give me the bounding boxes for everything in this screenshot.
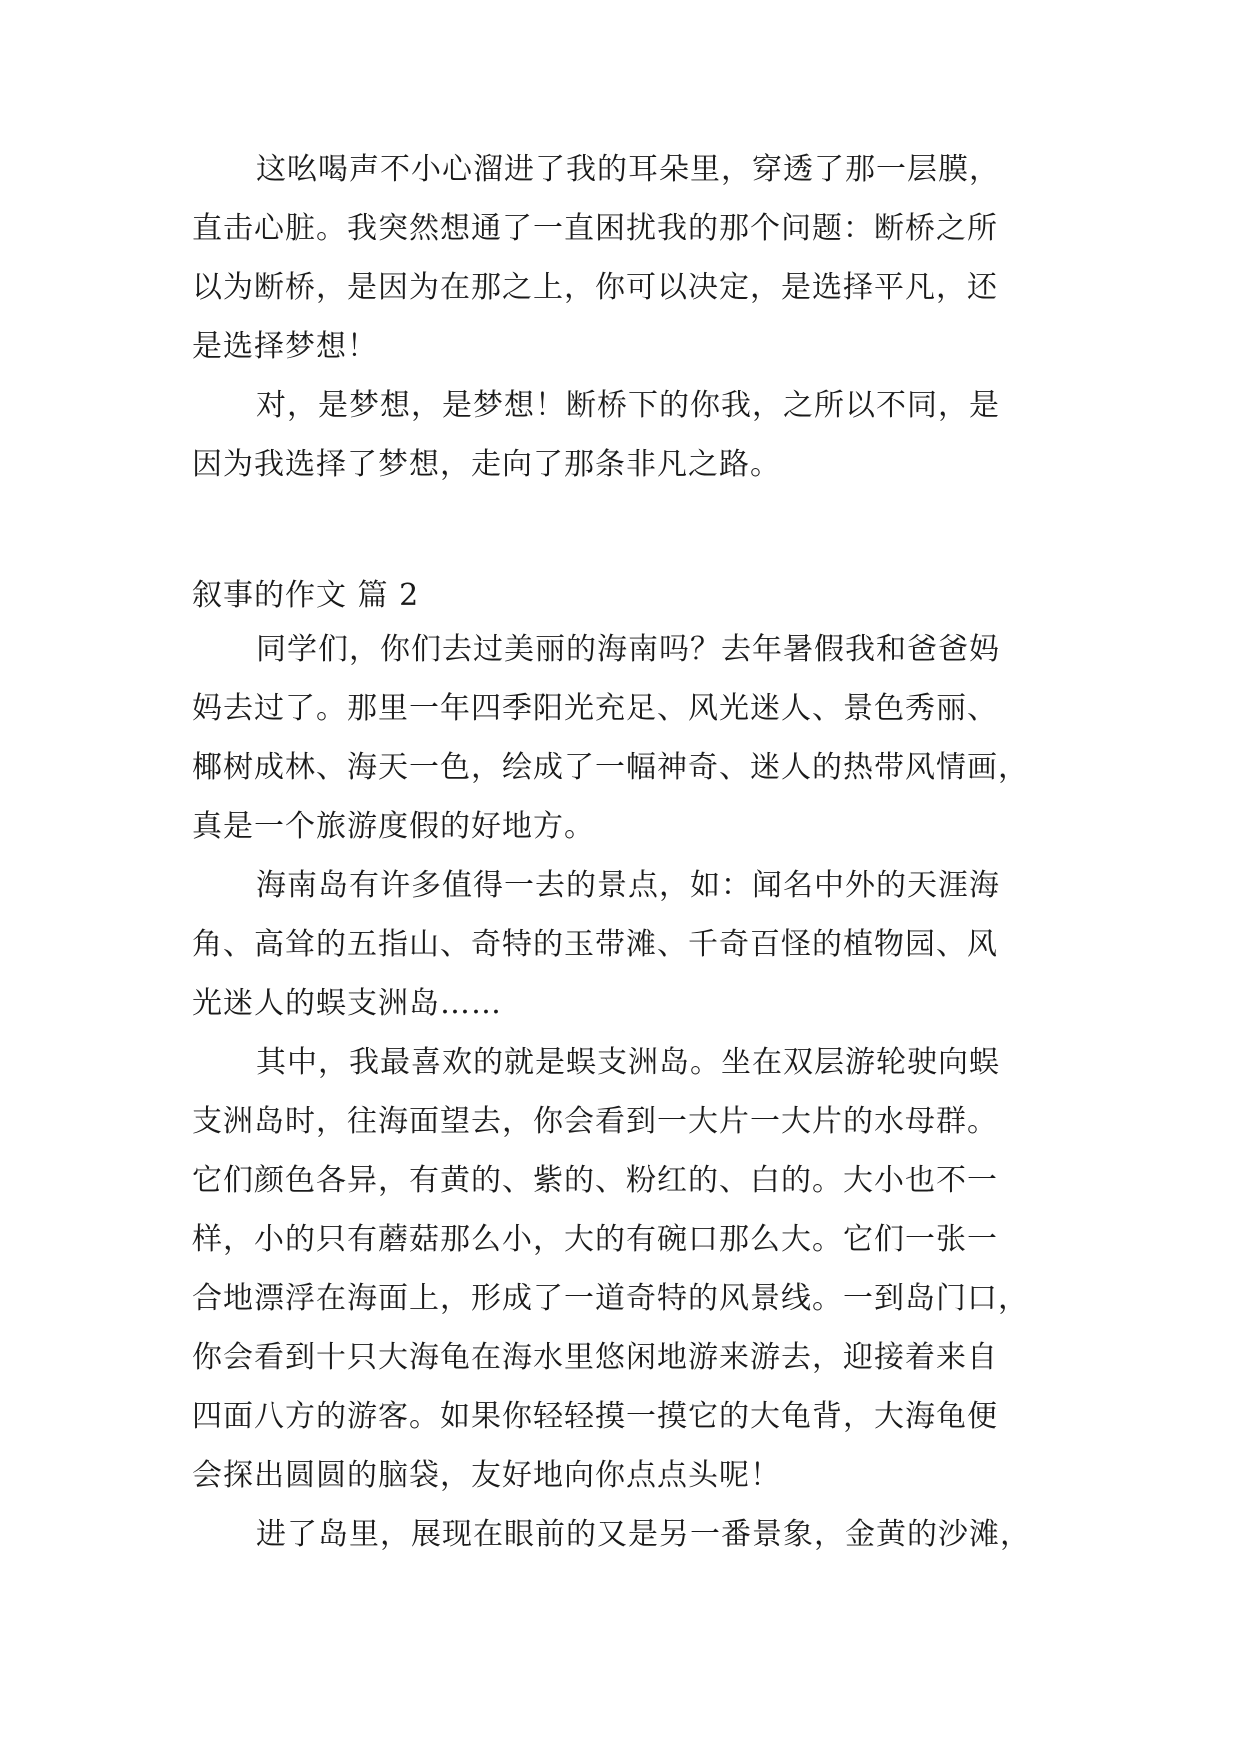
paragraph-line: 光迷人的蜈支洲岛…… <box>192 986 502 1021</box>
paragraph-line: 真是一个旅游度假的好地方。 <box>192 809 595 844</box>
section-heading: 叙事的作文 篇 2 <box>192 578 420 613</box>
paragraph-line: 进了岛里，展现在眼前的又是另一番景象，金黄的沙滩， <box>256 1517 1031 1552</box>
paragraph-line: 合地漂浮在海面上，形成了一道奇特的风景线。一到岛门口， <box>192 1281 1029 1316</box>
paragraph-line: 会探出圆圆的脑袋，友好地向你点点头呢！ <box>192 1458 781 1493</box>
paragraph-line: 样，小的只有蘑菇那么小，大的有碗口那么大。它们一张一 <box>192 1222 998 1257</box>
paragraph-line: 角、高耸的五指山、奇特的玉带滩、千奇百怪的植物园、风 <box>192 927 998 962</box>
paragraph-line: 它们颜色各异，有黄的、紫的、粉红的、白的。大小也不一 <box>192 1163 998 1198</box>
paragraph-line: 妈去过了。那里一年四季阳光充足、风光迷人、景色秀丽、 <box>192 691 998 726</box>
text-block-2 <box>192 620 1072 1564</box>
paragraph-line: 这吆喝声不小心溜进了我的耳朵里，穿透了那一层膜， <box>256 152 1000 187</box>
paragraph-line: 四面八方的游客。如果你轻轻摸一摸它的大龟背，大海龟便 <box>192 1399 998 1434</box>
paragraph-line: 同学们，你们去过美丽的海南吗？去年暑假我和爸爸妈 <box>256 632 1000 667</box>
paragraph-line: 是选择梦想！ <box>192 329 378 364</box>
paragraph-line: 对，是梦想，是梦想！断桥下的你我，之所以不同，是 <box>256 388 1000 423</box>
text-block-1 <box>192 140 1072 494</box>
paragraph-line: 支洲岛时，往海面望去，你会看到一大片一大片的水母群。 <box>192 1104 998 1139</box>
paragraph-line: 椰树成林、海天一色，绘成了一幅神奇、迷人的热带风情画， <box>192 750 1029 785</box>
paragraph-line: 海南岛有许多值得一去的景点，如：闻名中外的天涯海 <box>256 868 1000 903</box>
paragraph-line: 其中，我最喜欢的就是蜈支洲岛。坐在双层游轮驶向蜈 <box>256 1045 1000 1080</box>
paragraph-line: 因为我选择了梦想，走向了那条非凡之路。 <box>192 447 781 482</box>
paragraph-line: 直击心脏。我突然想通了一直困扰我的那个问题：断桥之所 <box>192 211 998 246</box>
paragraph-line: 你会看到十只大海龟在海水里悠闲地游来游去，迎接着来自 <box>192 1340 998 1375</box>
paragraph-line: 以为断桥，是因为在那之上，你可以决定，是选择平凡，还 <box>192 270 998 305</box>
